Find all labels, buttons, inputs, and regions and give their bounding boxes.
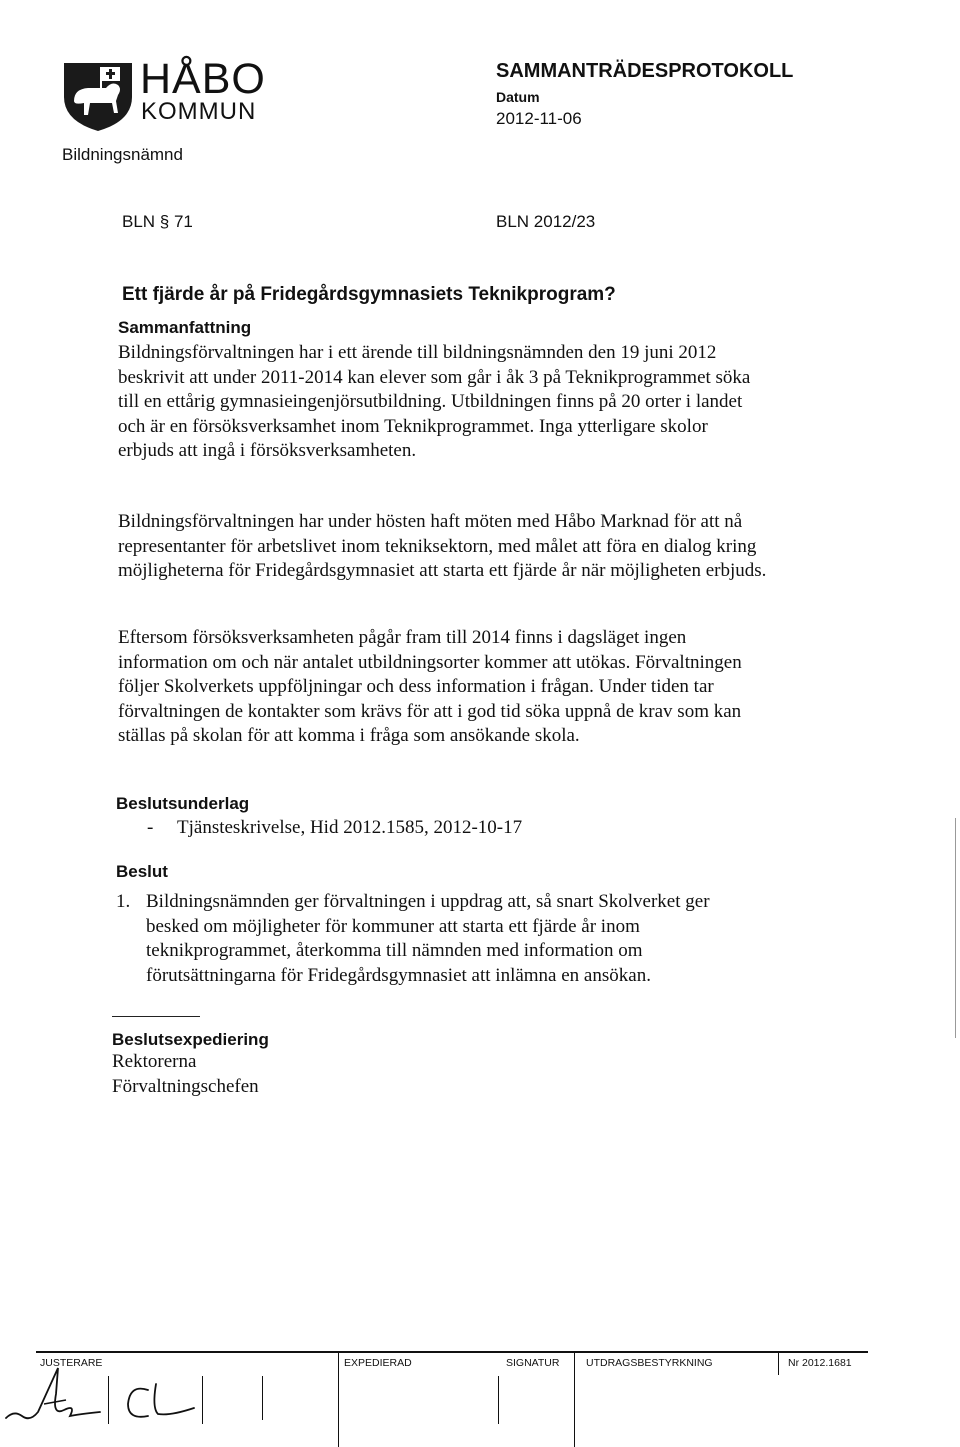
footer-rule: [36, 1351, 868, 1353]
basis-item: Tjänsteskrivelse, Hid 2012.1585, 2012-10-17: [177, 817, 523, 838]
summary-paragraph-2: [118, 510, 768, 584]
dispatch-heading: Beslutsexpediering: [112, 1030, 269, 1049]
footer-expedierad-label: EXPEDIERAD: [344, 1357, 412, 1369]
summary-paragraph-1: [118, 341, 768, 464]
footer-justerare-label: JUSTERARE: [40, 1357, 103, 1369]
logo-name: HÅBO: [140, 55, 266, 103]
document-type: SAMMANTRÄDESPROTOKOLL: [496, 60, 794, 82]
dispatch-recipient: Förvaltningschefen: [112, 1076, 259, 1097]
paragraph-text: Bildningsförvaltningen har under hösten haft möten med Håbo Marknad för att nå representanter för arbetslivet inom tekniksektorn, med målet att föra en dialog kring möjligheterna för Fridegårdsgymnasiet att starta ett fjärde år när möjligheten erbjuds.: [118, 511, 767, 581]
paragraph-reference: BLN § 71: [122, 212, 193, 231]
footer-utdrag-label: UTDRAGSBESTYRKNING: [586, 1357, 713, 1369]
footer-separator: [262, 1376, 263, 1420]
footer-separator: [778, 1351, 779, 1375]
footer-separator: [498, 1376, 499, 1424]
handwritten-signature: [4, 1360, 104, 1432]
logo-subtitle: KOMMUN: [141, 98, 257, 125]
decision-heading: Beslut: [116, 862, 168, 881]
handwritten-initials: [118, 1378, 198, 1426]
decision-text: Bildningsnämnden ger förvaltningen i uppdrag att, så snart Skolverket ger besked om möjligheter för kommuner att starta ett fjärde år inom teknikprogrammet, återkomma till nämnden med information om förutsättningarna för Fridegårdsgymnasiet att inlämna en ansökan.: [146, 891, 710, 986]
summary-heading: Sammanfattning: [118, 318, 252, 337]
footer-separator: [202, 1376, 203, 1424]
footer-separator: [108, 1376, 109, 1424]
paragraph-text: Bildningsförvaltningen har i ett ärende till bildningsnämnden den 19 juni 2012 beskrivit att under 2011-2014 kan elever som går i åk 3 på Teknikprogrammet söka till en ettårig gymnasieingenjörsutbildning. Utbildningen finns på 20 orter i landet och är en försöksverksamhet inom Teknikprogrammet. Inga ytterligare skolor erbjuds att ingå i försöksverksamheten.: [118, 342, 751, 461]
footer-separator: [574, 1351, 575, 1447]
dispatch-recipient: Rektorerna: [112, 1051, 197, 1072]
municipal-crest-icon: [60, 57, 136, 133]
document-title: Ett fjärde år på Fridegårdsgymnasiets Teknikprogram?: [122, 284, 616, 305]
department-name: Bildningsnämnd: [62, 145, 183, 164]
case-reference: BLN 2012/23: [496, 212, 596, 231]
divider: [112, 1016, 200, 1017]
page-edge-mark: [955, 818, 956, 1038]
footer-number-label: Nr 2012.1681: [788, 1357, 852, 1369]
basis-heading: Beslutsunderlag: [116, 794, 250, 813]
summary-paragraph-3: [118, 626, 768, 749]
date-label: Datum: [496, 89, 540, 105]
date-value: 2012-11-06: [496, 109, 582, 128]
footer-signatur-label: SIGNATUR: [506, 1357, 560, 1369]
paragraph-text: Eftersom försöksverksamheten pågår fram till 2014 finns i dagsläget ingen information om och när antalet utbildningsorter kommer att utökas. Förvaltningen följer Skolverkets uppföljningar och dess information i frågan. Under tiden tar förvaltningen de kontakter som krävs för att i god tid söka uppnå de krav som kan ställas på skolan för att komma i fråga som ansökande skola.: [118, 627, 742, 746]
decision-number: 1.: [116, 891, 131, 912]
footer-separator: [338, 1351, 339, 1447]
basis-bullet: -: [147, 817, 154, 838]
